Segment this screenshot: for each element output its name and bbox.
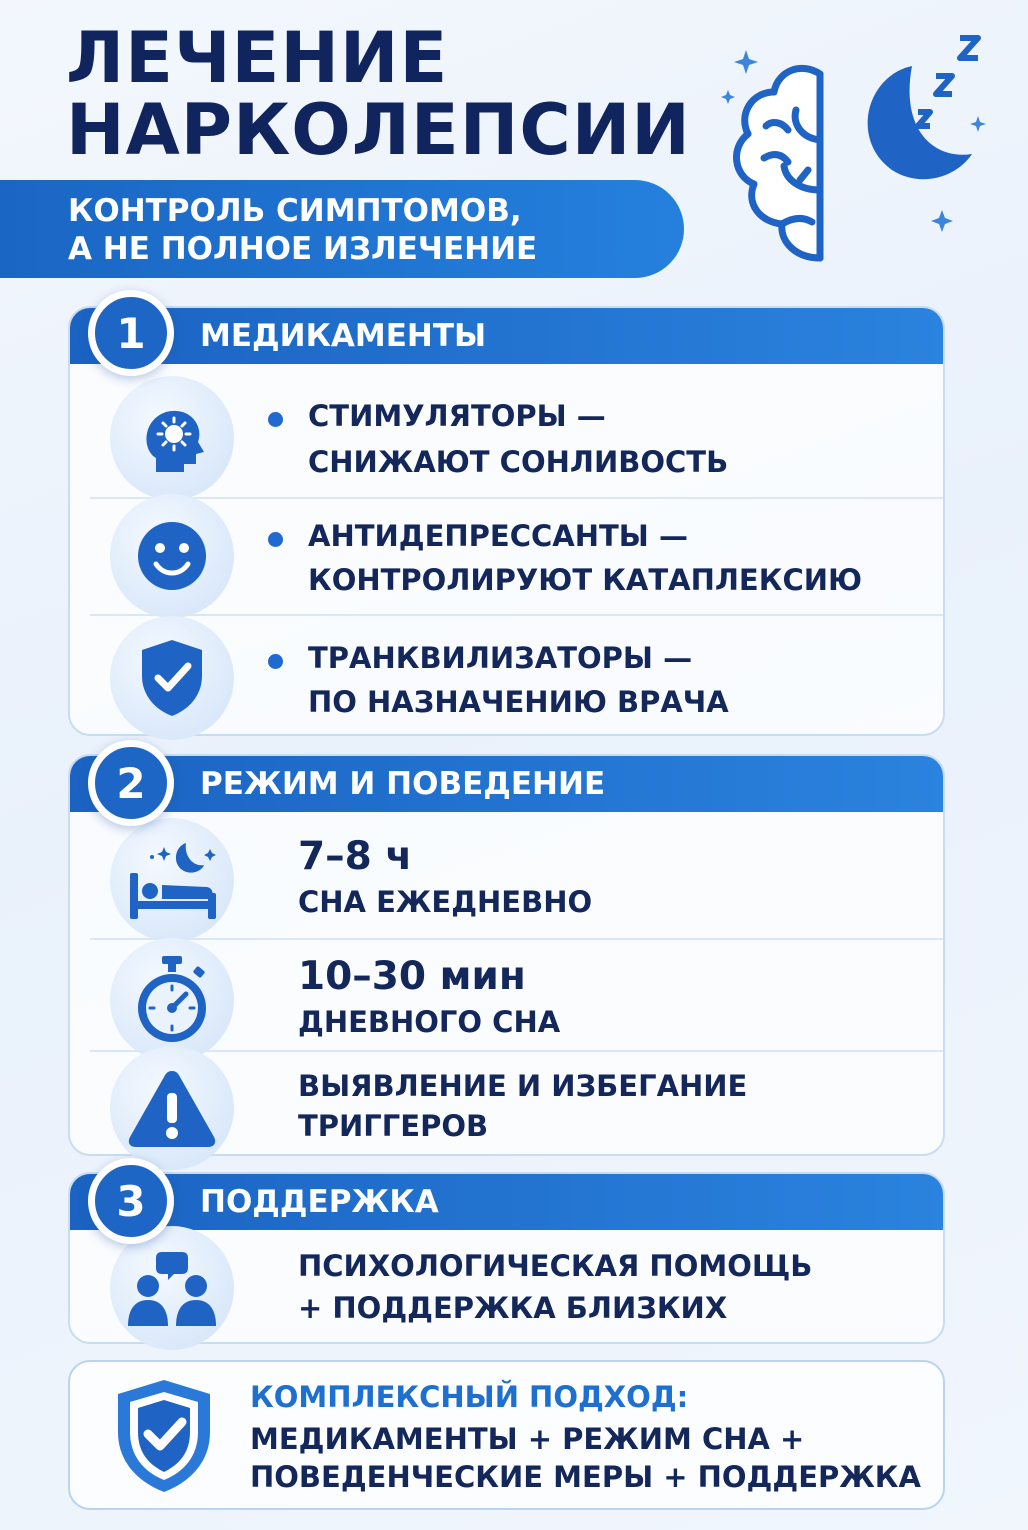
- page-title: [66, 17, 691, 171]
- item-line-1: АНТИДЕПРЕССАНТЫ —: [308, 519, 688, 553]
- section-medications: [68, 306, 945, 736]
- subtitle-line-1: КОНТРОЛЬ СИМПТОМОВ,: [68, 193, 522, 229]
- section-title: ПОДДЕРЖКА: [200, 1184, 439, 1220]
- summary-title: КОМПЛЕКСНЫЙ ПОДХОД:: [250, 1380, 689, 1414]
- section-header: [70, 756, 943, 812]
- item-line-2: + ПОДДЕРЖКА БЛИЗКИХ: [298, 1291, 728, 1325]
- head-sun-icon: [110, 376, 234, 500]
- smile-icon: [110, 494, 234, 618]
- zzz-icon: [918, 38, 978, 126]
- summary-box: [68, 1360, 945, 1510]
- list-item: [70, 1050, 943, 1154]
- list-item: [70, 492, 943, 612]
- list-item: [70, 936, 943, 1050]
- stopwatch-icon: [110, 938, 234, 1062]
- bullet: [268, 532, 283, 547]
- item-line-2: КОНТРОЛИРУЮТ КАТАПЛЕКСИЮ: [308, 563, 863, 597]
- section-number-badge: 2: [88, 740, 174, 826]
- people-chat-icon: [110, 1226, 234, 1350]
- item-line-2: ТРИГГЕРОВ: [298, 1109, 489, 1143]
- bed-moon-icon: [110, 818, 234, 942]
- item-line-1: ТРАНКВИЛИЗАТОРЫ —: [308, 641, 693, 675]
- item-line-1: ПСИХОЛОГИЧЕСКАЯ ПОМОЩЬ: [298, 1249, 813, 1283]
- summary-line-1: МЕДИКАМЕНТЫ + РЕЖИМ СНА +: [250, 1422, 805, 1456]
- section-header: [70, 308, 943, 364]
- section-header: [70, 1174, 943, 1230]
- item-line-1: 10–30 мин: [298, 954, 526, 999]
- bullet: [268, 412, 283, 427]
- item-line-2: СНИЖАЮТ СОНЛИВОСТЬ: [308, 445, 729, 479]
- subtitle-band: [0, 180, 684, 278]
- brain-icon: [737, 68, 820, 258]
- item-line-2: СНА ЕЖЕДНЕВНО: [298, 885, 593, 919]
- item-line-1: ВЫЯВЛЕНИЕ И ИЗБЕГАНИЕ: [298, 1069, 748, 1103]
- title-line-2: НАРКОЛЕПСИИ: [66, 89, 691, 171]
- warning-icon: [110, 1046, 234, 1170]
- section-title: МЕДИКАМЕНТЫ: [200, 318, 487, 354]
- item-line-2: ДНЕВНОГО СНА: [298, 1005, 561, 1039]
- section-number-badge: 3: [88, 1158, 174, 1244]
- list-item: [70, 1230, 943, 1342]
- list-item: [70, 364, 943, 488]
- section-number-badge: 1: [88, 290, 174, 376]
- section-regime: [68, 754, 945, 1156]
- list-item: [70, 614, 943, 734]
- list-item: [70, 812, 943, 936]
- item-line-1: 7–8 ч: [298, 834, 413, 879]
- bullet: [268, 654, 283, 669]
- subtitle-line-2: А НЕ ПОЛНОЕ ИЗЛЕЧЕНИЕ: [68, 231, 538, 267]
- hero-illustration: [716, 30, 996, 270]
- shield-check-icon: [110, 1376, 218, 1500]
- title-line-1: ЛЕЧЕНИЕ: [66, 17, 449, 99]
- item-line-1: СТИМУЛЯТОРЫ —: [308, 399, 606, 433]
- item-line-2: ПО НАЗНАЧЕНИЮ ВРАЧА: [308, 685, 729, 719]
- summary-line-2: ПОВЕДЕНЧЕСКИЕ МЕРЫ + ПОДДЕРЖКА: [250, 1460, 921, 1494]
- section-title: РЕЖИМ И ПОВЕДЕНИЕ: [200, 766, 606, 802]
- shield-check-icon: [110, 616, 234, 740]
- section-support: [68, 1172, 945, 1344]
